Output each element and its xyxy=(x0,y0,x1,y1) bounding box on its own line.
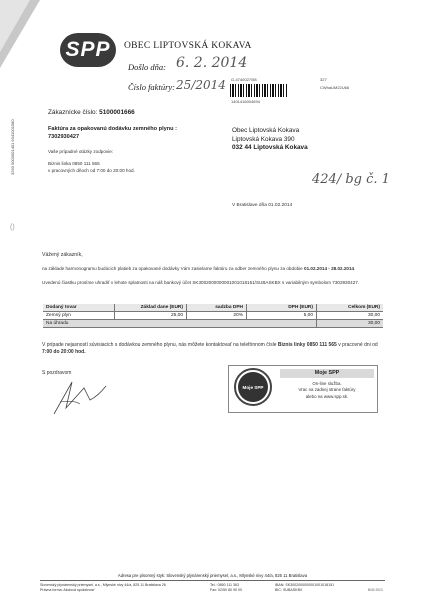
footer-divider xyxy=(40,580,385,581)
invoice-label: Číslo faktúry: xyxy=(128,82,175,92)
signature-icon xyxy=(50,378,110,418)
closing: S pozdravom xyxy=(42,370,72,376)
table-cell: 20% xyxy=(187,312,247,319)
footer-register: Právna forma: Akciová spoločnosť xyxy=(40,588,95,593)
moje-spp-link[interactable]: alebo na www.spp.sk. xyxy=(305,393,349,399)
spp-logo: SPP xyxy=(60,33,116,67)
letter-para2: Uvedenú čiastku prosíme uhradiť v lehote splatnosti na náš bankový účet SK3002000000001001018151/SUBASKBX s variabilným symbolom 7302930427. xyxy=(42,280,360,285)
doc-code-cw: CWhaUM22U66 xyxy=(320,85,350,90)
table-header: DPH (EUR) xyxy=(247,304,317,311)
table-cell: 5,00 xyxy=(247,312,317,319)
footer-address-line: Adresa pre písomný styk: Slovenský plynárenský priemysel, a.s., Mlynské nivy 44/a, 825 11 Bratislava xyxy=(117,573,308,578)
table-header: Celkom (EUR) xyxy=(348,305,380,310)
invoice-title-block xyxy=(48,126,177,141)
stamp-title: OBEC LIPTOVSKÁ KOKAVA xyxy=(124,41,252,51)
doc-code-g: G-4740027/58 xyxy=(231,77,257,82)
footer-tel: Tel.: 0850 111 363 xyxy=(210,583,240,587)
invoice-table xyxy=(43,304,383,328)
barcode xyxy=(230,84,288,97)
customer-number-row xyxy=(48,109,135,116)
recipient-street: Liptovská Kokava 390 xyxy=(232,135,295,143)
total-value: 30,00 xyxy=(367,321,380,326)
letter-para1-end: . xyxy=(354,266,356,271)
doc-code-right: 327 xyxy=(320,77,327,82)
page-fold-corner xyxy=(0,0,30,52)
footer-company-name: Slovenský plynárenský priemysel, a.s., Mlynské nivy 44/a, 825 11 Bratislava 26 xyxy=(40,583,166,587)
place-date: V Bratislave dňa 01.02.2014 xyxy=(232,203,293,208)
table-header: Základ dane (EUR) xyxy=(115,304,187,311)
punch-mark: () xyxy=(10,224,15,231)
table-cell: 30,00 xyxy=(367,313,380,318)
footer-iban: IBAN: SK3002000000001001018151 xyxy=(275,583,335,587)
total-label: Na úhradu xyxy=(43,320,317,327)
moje-spp-header: Moje SPP xyxy=(280,369,374,378)
footer-fax: Fax: 02/50 80 90 00 xyxy=(210,588,242,593)
contact-text-2: v pracovné dni od xyxy=(336,342,378,348)
hotline-line1: Biznis linka 0850 111 565 xyxy=(48,161,100,166)
received-value: 6. 2. 2014 xyxy=(176,55,248,71)
footer-bank xyxy=(275,583,334,593)
customer-number-label: Zákaznícke číslo: xyxy=(48,109,98,116)
hotline-line2: v pracovných dňoch od 7:00 do 20:00 hod. xyxy=(48,167,135,173)
contact-text: V prípade nejasností súvisiacich s dodávkou zemného plynu, nás môžete kontaktovať na telefónnom čísle xyxy=(42,342,278,348)
side-code: 3293 0003001401 9341001580 xyxy=(10,119,15,175)
contact-hotline: Biznis linky 0850 111 565 xyxy=(277,342,337,348)
table-cell: Zemný plyn xyxy=(43,312,115,319)
hotline-block xyxy=(48,161,135,174)
table-header-row xyxy=(43,304,383,312)
contact-hours: 7:00 do 20:00 hod. xyxy=(42,349,86,356)
footer-bic: BIC: SUBASKBX xyxy=(275,588,303,593)
table-total-row xyxy=(43,320,383,328)
table-row xyxy=(43,312,383,320)
invoice-title: Faktúra za opakovanú dodávku zemného plynu : xyxy=(48,126,177,132)
handwritten-note: 424/ bg č. 1 xyxy=(312,172,390,187)
recipient-name: Obec Liptovská Kokava xyxy=(232,127,300,134)
moje-spp-line: Vrac na zadnej strane faktúry xyxy=(298,387,356,393)
recipient-address xyxy=(232,127,308,153)
barcode-number: 1401416004694 xyxy=(231,99,260,104)
table-header: sadzba DPH xyxy=(187,304,247,311)
questions-label: Vaše prípadné otázky zodpovie: xyxy=(48,149,114,154)
customer-number-value: 5100001666 xyxy=(99,109,135,116)
moje-spp-seal-icon: Moje SPP xyxy=(234,368,272,406)
footer-contact xyxy=(210,583,242,593)
invoice-value: 25/2014 xyxy=(176,78,226,92)
salutation: Vážený zákazník, xyxy=(42,252,83,258)
contact-paragraph xyxy=(42,342,387,357)
invoice-number: 7302930427 xyxy=(48,133,80,140)
table-header: Dodaný tovar xyxy=(43,304,115,311)
footer-company xyxy=(40,583,166,593)
letter-para1 xyxy=(42,266,387,273)
table-cell: 25,00 xyxy=(115,312,187,319)
recipient-city: 032 44 Liptovská Kokava xyxy=(232,144,308,152)
footer-code: B/40 2013 xyxy=(368,588,383,592)
letter-period: 01.02.2014 - 28.02.2014 xyxy=(304,266,355,271)
moje-spp-line: On-line služba. xyxy=(312,381,342,386)
moje-spp-text xyxy=(280,381,374,400)
letter-para1-text: na základe harmonogramu budúcich platieb za opakované dodávky Vám zasielame faktúru za odber zemného plynu za obdobie xyxy=(42,266,305,271)
received-label: Došlo dňa: xyxy=(128,62,167,72)
